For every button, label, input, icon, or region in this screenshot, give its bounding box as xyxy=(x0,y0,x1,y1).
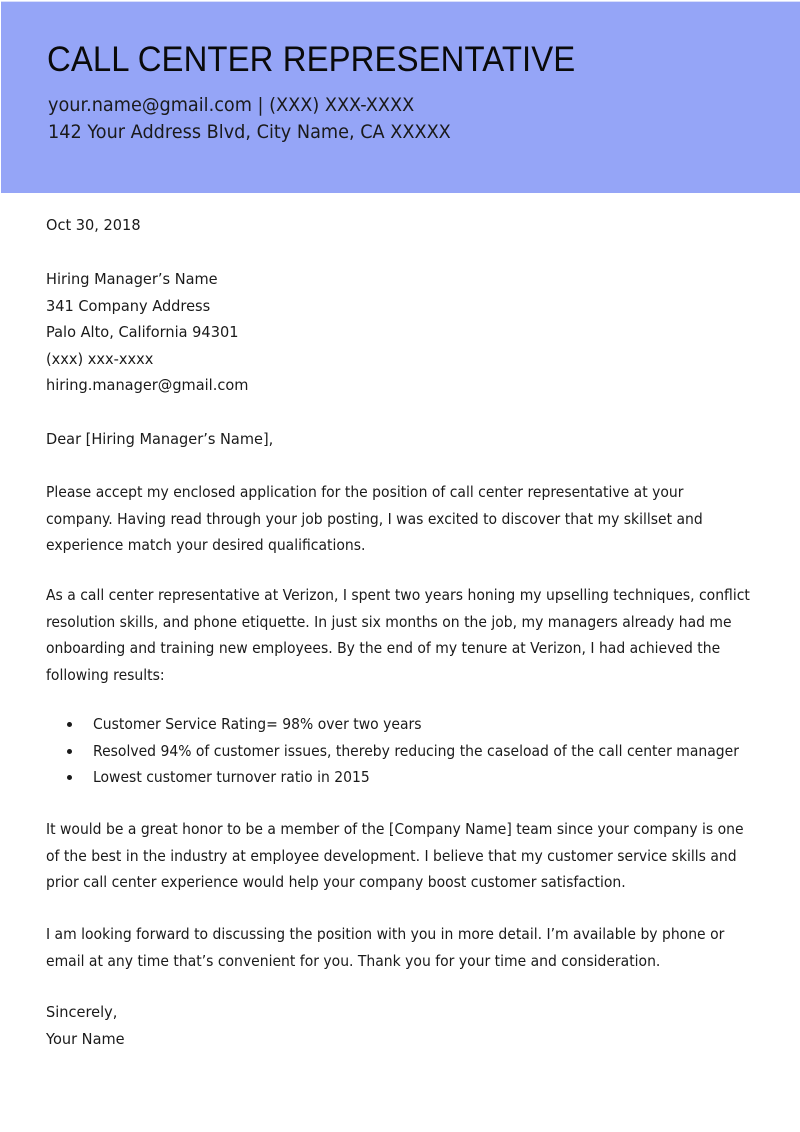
achievements-list xyxy=(46,711,788,791)
list-item xyxy=(46,711,788,738)
bullet-icon xyxy=(67,749,72,754)
paragraph-company-fit: It would be a great honor to be a member of the [Company Name] team since your company is one of the best in the industry at employee development. I believe that my customer service skills and prior call center experience would help your company boost customer satisfaction. xyxy=(46,820,744,891)
paragraph-intro: Please accept my enclosed application for the position of call center representative at your company. Having read through your job posting, I was excited to discover that my skillset and experience match your desired qualifications. xyxy=(46,483,703,554)
bullet-text: Lowest customer turnover ratio in 2015 xyxy=(93,768,370,786)
signoff-block xyxy=(46,999,125,1052)
bullet-icon xyxy=(67,775,72,780)
job-title-heading: CALL CENTER REPRESENTATIVE xyxy=(47,40,576,79)
contact-email-phone: your.name@gmail.com | (XXX) XXX-XXXX xyxy=(48,94,415,116)
recipient-name: Hiring Manager’s Name xyxy=(46,270,218,288)
recipient-city-state-zip: Palo Alto, California 94301 xyxy=(46,323,239,341)
recipient-phone: (xxx) xxx-xxxx xyxy=(46,349,154,368)
bullet-text: Resolved 94% of customer issues, thereby reducing the caseload of the call center manager xyxy=(93,741,739,760)
recipient-address: 341 Company Address xyxy=(46,296,211,315)
list-item xyxy=(46,738,788,765)
paragraph-experience: As a call center representative at Verizon, I spent two years honing my upselling techniques, conflict resolution skills, and phone etiquette. In just six months on the job, my managers already had me onboarding and training new employees. By the end of my tenure at Verizon, I had achieved the following results: xyxy=(46,586,750,684)
bullet-text: Customer Service Rating= 98% over two years xyxy=(93,715,422,733)
recipient-block xyxy=(46,266,248,399)
salutation: Dear [Hiring Manager’s Name], xyxy=(46,430,274,448)
signature-name: Your Name xyxy=(46,1029,125,1048)
header-banner xyxy=(1,1,800,193)
recipient-email: hiring.manager@gmail.com xyxy=(46,376,249,394)
list-item xyxy=(46,764,788,791)
bullet-icon xyxy=(67,722,72,727)
letter-date: Oct 30, 2018 xyxy=(46,216,141,234)
closing-word: Sincerely, xyxy=(46,1003,118,1021)
paragraph-closing: I am looking forward to discussing the position with you in more detail. I’m available by phone or email at any time that’s convenient for you. Thank you for your time and consideration. xyxy=(46,925,725,970)
contact-address: 142 Your Address Blvd, City Name, CA XXXXX xyxy=(48,121,451,143)
